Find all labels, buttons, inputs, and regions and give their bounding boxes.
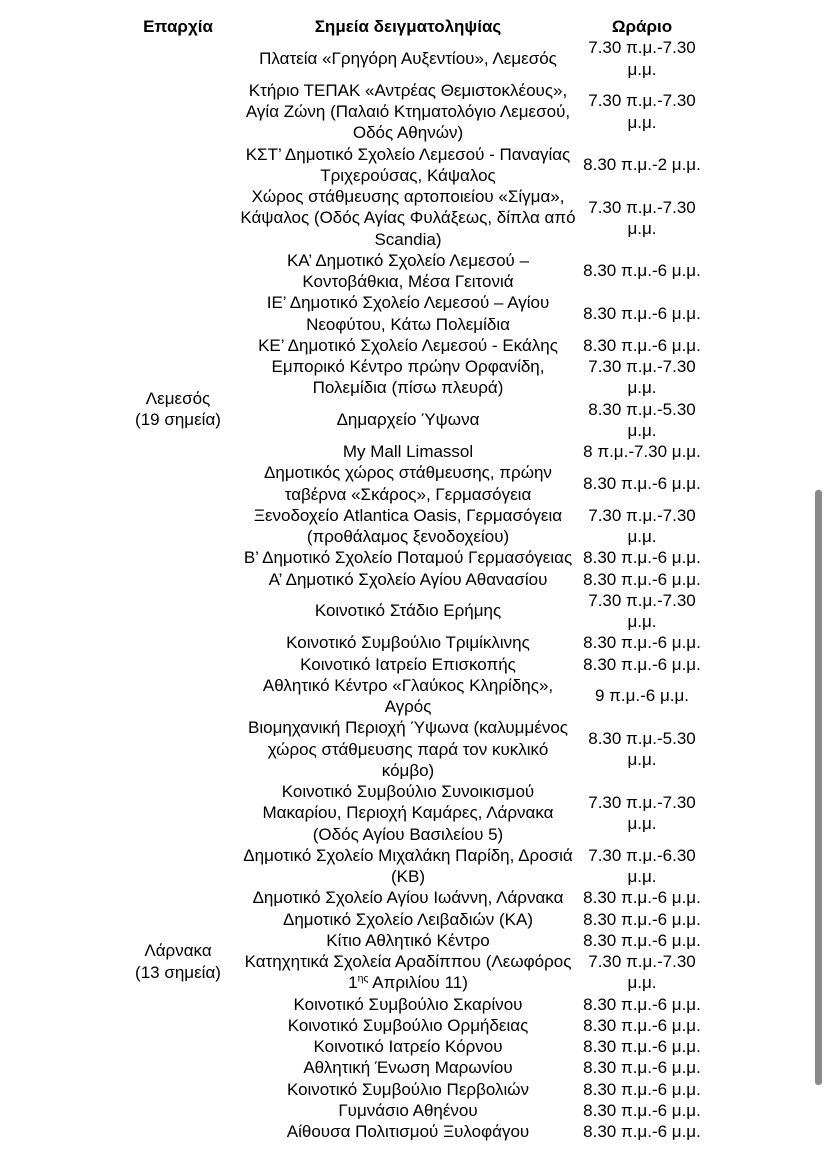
hours-cell: 7.30 π.μ.-7.30 μ.μ.	[588, 590, 696, 631]
hours-cell: 8.30 π.μ.-6 μ.μ.	[583, 994, 701, 1014]
hours-cell: 8.30 π.μ.-6 μ.μ.	[583, 548, 701, 568]
hours-cell: 8.30 π.μ.-6 μ.μ.	[583, 633, 701, 653]
hours-cell: 7.30 π.μ.-6.30 μ.μ.	[588, 845, 696, 886]
sampling-point-cell: Κοινοτικό Συμβούλιο Ορμήδειας	[287, 1015, 529, 1035]
sampling-point-cell: Δημαρχείο Ύψωνα	[336, 410, 480, 430]
sampling-point-cell: Πλατεία «Γρηγόρη Αυξεντίου», Λεμεσός	[259, 48, 557, 68]
hours-cell: 8 π.μ.-7.30 μ.μ.	[583, 442, 701, 461]
hours-cell: 8.30 π.μ.-6 μ.μ.	[583, 654, 701, 674]
table-row	[118, 37, 706, 80]
hours-cell: 8.30 π.μ.-6 μ.μ.	[583, 1015, 701, 1035]
hours-cell: 8.30 π.μ.-6 μ.μ.	[583, 888, 701, 908]
sampling-point-cell: Εμπορικό Κέντρο πρώην Ορφανίδη, Πολεμίδια (πίσω πλευρά)	[271, 357, 545, 398]
hours-cell: 8.30 π.μ.-5.30 μ.μ.	[588, 399, 696, 440]
column-header-sampling-points: Σημεία δειγματοληψίας	[314, 17, 502, 36]
province-count: (13 σημεία)	[135, 962, 221, 982]
province-name: Λεμεσός	[145, 388, 211, 408]
table-body	[118, 37, 706, 1142]
sampling-point-cell: Δημοτικό Σχολείο Αγίου Ιωάννη, Λάρνακα	[252, 888, 564, 908]
sampling-point-cell: Αίθουσα Πολιτισμού Ξυλοφάγου	[286, 1122, 530, 1141]
hours-cell: 8.30 π.μ.-6 μ.μ.	[583, 1122, 701, 1141]
hours-cell: 7.30 π.μ.-7.30 μ.μ.	[588, 952, 696, 993]
hours-cell: 7.30 π.μ.-7.30 μ.μ.	[588, 357, 696, 398]
hours-cell: 7.30 π.μ.-7.30 μ.μ.	[588, 38, 696, 79]
sampling-point-cell: Κτήριο ΤΕΠΑΚ «Αντρέας Θεμιστοκλέους», Αγία Ζώνη (Παλαιό Κτηματολόγιο Λεμεσού, Οδός Αθηνών)	[245, 80, 571, 143]
hours-cell: 8.30 π.μ.-5.30 μ.μ.	[588, 728, 696, 770]
hours-cell: 8.30 π.μ.-6 μ.μ.	[583, 909, 701, 929]
sampling-point-cell: ΚΣΤ’ Δημοτικό Σχολείο Λεμεσού - Παναγίας Τριχερούσας, Κάψαλος	[245, 144, 571, 185]
hours-cell: 8.30 π.μ.-6 μ.μ.	[583, 930, 701, 950]
hours-cell: 8.30 π.μ.-2 μ.μ.	[583, 155, 701, 175]
hours-cell: 7.30 π.μ.-7.30 μ.μ.	[588, 792, 696, 833]
sampling-point-cell: Κοινοτικό Στάδιο Ερήμης	[314, 601, 502, 621]
province-cell	[118, 37, 238, 781]
sampling-points-table	[118, 16, 706, 1142]
column-header-province: Επαρχία	[143, 17, 213, 36]
sampling-point-cell: Κοινοτικό Συμβούλιο Τριμίκλινης	[286, 633, 530, 653]
sampling-point-cell: Αθλητικό Κέντρο «Γλαύκος Κληρίδης», Αγρός	[262, 675, 554, 716]
sampling-point-cell: Κατηχητικά Σχολεία Αραδίππου (Λεωφόρος $1^{\eta\varsigma}$ Απριλίου 11)	[244, 952, 572, 993]
sampling-point-cell: Βιομηχανική Περιοχή Ύψωνα (καλυμμένος χώρος στάθμευσης παρά τον κυκλικό κόμβο)	[248, 718, 568, 780]
hours-cell: 8.30 π.μ.-6 μ.μ.	[583, 473, 701, 493]
sampling-point-cell: Δημοτικό Σχολείο Μιχαλάκη Παρίδη, Δροσιά (ΚΒ)	[243, 845, 573, 886]
hours-cell: 9 π.μ.-6 μ.μ.	[594, 686, 690, 706]
sampling-point-cell: Δημοτικός χώρος στάθμευσης, πρώην ταβέρνα «Σκάρος», Γερμασόγεια	[264, 463, 552, 504]
sampling-point-cell: Κοινοτικό Συμβούλιο Σκαρίνου	[293, 994, 523, 1014]
sampling-point-cell: Α’ Δημοτικό Σχολείο Αγίου Αθανασίου	[268, 569, 548, 589]
sampling-point-cell: ΚΑ’ Δημοτικό Σχολείο Λεμεσού – Κοντοβάθκια, Μέσα Γειτονιά	[286, 250, 530, 291]
superscript-text: ης	[357, 972, 369, 985]
column-header-hours: Ωράριο	[611, 17, 673, 36]
hours-cell: 8.30 π.μ.-6 μ.μ.	[583, 1058, 701, 1078]
sampling-point-cell: Αθλητική Ένωση Μαρωνίου	[303, 1058, 513, 1078]
sampling-point-cell: ΚΕ’ Δημοτικό Σχολείο Λεμεσού - Εκάλης	[258, 335, 558, 355]
sampling-point-cell: Κίτιο Αθλητικό Κέντρο	[326, 930, 490, 950]
sampling-point-cell: Κοινοτικό Συμβούλιο Περβολιών	[286, 1079, 530, 1099]
table-row	[118, 781, 706, 845]
sampling-point-cell: Γυμνάσιο Αθηένου	[338, 1100, 478, 1120]
hours-cell: 7.30 π.μ.-7.30 μ.μ.	[588, 91, 696, 132]
sampling-point-cell: Β’ Δημοτικό Σχολείο Ποταμού Γερμασόγειας	[243, 548, 573, 568]
hours-cell: 8.30 π.μ.-6 μ.μ.	[583, 1100, 701, 1120]
province-cell	[118, 781, 238, 1142]
table-header-row	[118, 16, 706, 37]
sampling-point-cell: Χώρος στάθμευσης αρτοποιείου «Σίγμα», Κάψαλος (Οδός Αγίας Φυλάξεως, δίπλα από Scandia)	[240, 187, 576, 249]
sampling-point-cell: ΙΕ’ Δημοτικό Σχολείο Λεμεσού – Αγίου Νεοφύτου, Κάτω Πολεμίδια	[266, 293, 550, 334]
sampling-point-cell: Κοινοτικό Συμβούλιο Συνοικισμού Μακαρίου, Περιοχή Καμάρες, Λάρνακα (Οδός Αγίου Βασιλείου 5)	[262, 782, 554, 844]
sampling-point-cell: Κοινοτικό Ιατρείο Κόρνου	[313, 1037, 503, 1056]
hours-cell: 8.30 π.μ.-6 μ.μ.	[583, 1037, 701, 1056]
province-count: (19 σημεία)	[135, 410, 221, 430]
sampling-point-cell: Δημοτικό Σχολείο Λειβαδιών (ΚΑ)	[282, 909, 534, 929]
hours-cell: 8.30 π.μ.-6 μ.μ.	[583, 569, 701, 589]
hours-cell: 8.30 π.μ.-6 μ.μ.	[583, 1079, 701, 1099]
hours-cell: 8.30 π.μ.-6 μ.μ.	[583, 335, 701, 355]
hours-cell: 8.30 π.μ.-6 μ.μ.	[583, 261, 701, 281]
hours-cell: 7.30 π.μ.-7.30 μ.μ.	[588, 505, 696, 546]
hours-cell: 7.30 π.μ.-7.30 μ.μ.	[588, 197, 696, 238]
sampling-point-cell: My Mall Limassol	[342, 442, 474, 461]
hours-cell: 8.30 π.μ.-6 μ.μ.	[583, 303, 701, 323]
scrollbar-thumb[interactable]	[815, 490, 822, 1085]
province-name: Λάρνακα	[144, 941, 212, 961]
sampling-point-cell: Ξενοδοχείο Atlantica Oasis, Γερμασόγεια (προθάλαμος ξενοδοχείου)	[253, 505, 563, 546]
sampling-point-cell: Κοινοτικό Ιατρείο Επισκοπής	[300, 654, 516, 674]
